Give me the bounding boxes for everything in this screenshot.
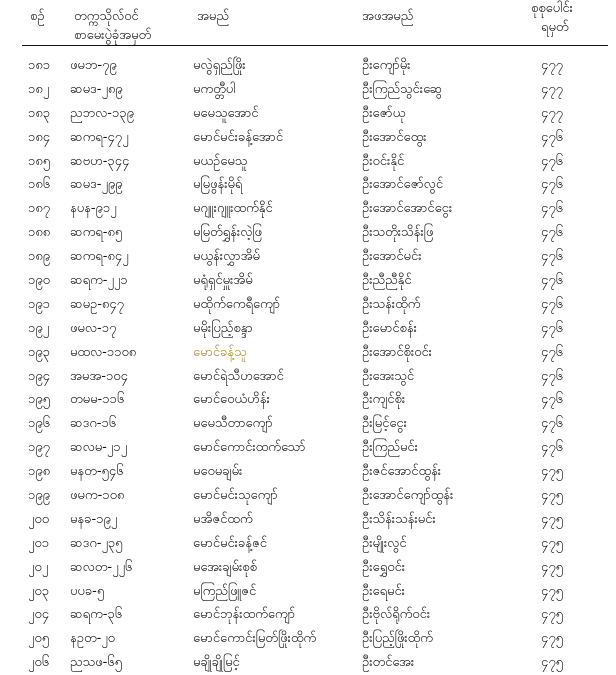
table-row	[0, 388, 616, 412]
row-reg: ဆဗဟ-၃၄၄	[70, 153, 130, 169]
row-name: မောင်ရဲသီဟအောင်	[193, 368, 284, 384]
table-row	[0, 460, 616, 484]
table-row	[0, 126, 616, 150]
row-no: ၂၀၅	[28, 631, 50, 647]
table-row	[0, 580, 616, 604]
row-name: မမေသူအောင်	[193, 105, 259, 121]
table-row	[0, 173, 616, 197]
table-row	[0, 532, 616, 556]
row-reg: ညသဖ-၆၅	[70, 655, 122, 671]
table-row	[0, 221, 616, 245]
row-reg: ဆမဥ-၈၄၇	[70, 296, 124, 312]
row-father: ဦးအေးသွင်	[362, 368, 415, 384]
row-reg: ဆလတ-၂၂၆	[70, 559, 133, 575]
row-no: ၂၀၀	[28, 511, 50, 527]
header-father: အဖအမည်	[362, 9, 414, 24]
row-name: မထိုက်ကေရီကျော်	[193, 296, 281, 312]
table-row	[0, 341, 616, 365]
row-name: မမိုးပြည့်စန္ဒာ	[193, 320, 253, 336]
row-marks: ၄၇၆	[541, 177, 563, 193]
row-father: ဦးဇော်ယု	[362, 105, 406, 121]
header-name: အမည်	[197, 9, 229, 24]
row-father: ဦးအောင်ဇော်လွင်	[362, 177, 444, 193]
table-row	[0, 365, 616, 389]
row-no: ၁၉၉	[28, 488, 50, 504]
row-name: မောင်ဘုန်းထက်ကျော်	[193, 607, 296, 623]
header-reg-line2: စာမေးပွဲခုံအမှတ်	[74, 28, 152, 43]
row-father: ဦးမျိုးလွင်	[362, 535, 407, 551]
row-reg: ဆမဒ-၂၉၉	[70, 177, 123, 193]
row-father: ဦးဗိုလ်ရိုက်ဝင်း	[362, 607, 431, 623]
row-name: မောင်ခန့်သူ	[193, 344, 247, 360]
row-reg: ဖမဘ-၇၉	[70, 58, 117, 73]
table-row	[0, 78, 616, 102]
row-reg: ညဘလ-၁၃၉	[70, 105, 134, 121]
row-reg: အမအ-၁၀၄	[70, 368, 128, 384]
row-marks: ၄၇၅	[541, 559, 563, 575]
row-father: ဦးအောင်ကျော်ထွန်း	[362, 488, 454, 504]
row-no: ၁၉၅	[28, 392, 50, 408]
row-no: ၁၉၄	[28, 368, 50, 384]
row-no: ၂၀၃	[28, 583, 50, 599]
row-father: ဦးမောင်စန်း	[362, 320, 417, 336]
table-row	[0, 102, 616, 126]
table-row	[0, 508, 616, 532]
row-marks: ၄၇၆	[541, 368, 563, 384]
row-no: ၁၉၃	[28, 344, 50, 360]
table-row	[0, 245, 616, 269]
row-marks: ၄၇၆	[541, 296, 563, 312]
table-row	[0, 412, 616, 436]
row-name: မမြတ်ရွှန်းလဲ့ဖြ	[193, 225, 262, 241]
row-father: ဦးကြည်သွင်းဆွေ	[362, 81, 443, 97]
row-father: ဦးအောင်မင်း	[362, 249, 422, 265]
row-no: ၂၀၆	[28, 655, 50, 671]
row-father: ဦးအောင်ထွေး	[362, 129, 427, 145]
row-father: ဦးဝင်းနိုင်	[362, 153, 405, 169]
row-no: ၂၀၁	[28, 535, 50, 551]
row-father: ဦးအောင်အောင်ငွေး	[362, 201, 453, 217]
table-row	[0, 603, 616, 627]
row-name: မလွဲရှည်ဖြိုး	[193, 58, 246, 73]
row-no: ၁၉၆	[28, 416, 50, 432]
row-reg: ဆကရ-၄၇၂	[70, 129, 129, 145]
row-marks: ၄၇၆	[541, 344, 563, 360]
row-reg: မနတ-၅၄၆	[70, 464, 124, 480]
row-marks: ၄၇၆	[541, 273, 563, 289]
row-name: မအေးချမ်းစုစ်	[193, 559, 257, 575]
row-name: မောင်မင်းသုကျော်	[193, 488, 278, 504]
row-no: ၁၉၀	[28, 273, 50, 289]
row-reg: ဆဒဂ-၂၃၅	[70, 535, 123, 551]
row-marks: ၄၇၆	[541, 153, 563, 169]
row-name: မဂျူးဂျူးထက်နိုင်	[193, 201, 273, 217]
row-name: မဝေမချမ်း	[193, 464, 243, 480]
header-marks-line1: စုစုပေါင်း	[531, 1, 573, 16]
row-name: မောင်ကောင်းထက်သော်	[193, 440, 306, 456]
row-marks: ၄၇၆	[541, 225, 563, 241]
table-row	[0, 269, 616, 293]
row-marks: ၄၇၇	[541, 105, 563, 121]
row-name: မရုံရှင်မှူးအိမ်	[193, 273, 253, 289]
row-name: မမေသီတာကျော်	[193, 416, 273, 432]
row-no: ၂၀၄	[28, 607, 50, 623]
row-marks: ၄၇၆	[541, 320, 563, 336]
table-row	[0, 293, 616, 317]
header-no: စဉ်	[30, 9, 45, 24]
row-marks: ၄၇၆	[541, 392, 563, 408]
header-marks-line2: ရမှတ်	[541, 20, 569, 35]
row-father: ဦးတင်အေး	[362, 655, 415, 671]
row-marks: ၄၇၆	[541, 416, 563, 432]
row-name: မချိုချိုမြင့်	[193, 655, 240, 671]
row-name: မမြဖွန်းမိုရ်	[193, 177, 243, 193]
row-no: ၁၈၇	[28, 201, 51, 217]
row-father: ဦးသတိုးသိန်းဖြ	[362, 225, 434, 241]
row-name: မယဉ်မေသူ	[193, 153, 248, 169]
row-reg: ဆဒဂ-၁၆	[70, 416, 117, 432]
row-marks: ၄၇၇	[541, 81, 563, 97]
row-marks: ၄၇၆	[541, 440, 563, 456]
row-father: ဦးအောင်စိုးဝင်း	[362, 344, 432, 360]
row-reg: တမမ-၁၁၆	[70, 392, 125, 408]
table-row	[0, 197, 616, 221]
row-marks: ၄၇၅	[541, 655, 563, 671]
row-marks: ၄၇၆	[541, 201, 563, 217]
row-reg: နဥတ-၂၀	[70, 631, 115, 647]
row-marks: ၄၇၇	[541, 58, 563, 73]
row-name: မောင်မင်းခန့်ဇင်	[193, 535, 267, 551]
row-no: ၁၉၁	[28, 296, 50, 312]
row-marks: ၄၇၆	[541, 249, 563, 265]
header-rule	[22, 45, 608, 46]
row-marks: ၄၇၅	[541, 607, 563, 623]
row-marks: ၄၇၅	[541, 631, 563, 647]
row-marks: ၄၇၅	[541, 511, 563, 527]
row-reg: ဆကရ-၈၄၂	[70, 249, 129, 265]
row-no: ၁၈၅	[28, 153, 51, 169]
row-name: မအိဇင်ထက်	[193, 511, 253, 527]
table-row	[0, 436, 616, 460]
row-father: ဦးရွှေဝင်း	[362, 559, 406, 575]
table-body	[0, 54, 616, 675]
row-no: ၁၈၄	[28, 129, 51, 145]
table-row	[0, 556, 616, 580]
row-name: မကတ္တီပါ	[193, 81, 236, 97]
row-reg: ဆလမ-၂၁၂	[70, 440, 127, 456]
row-father: ဦးကျင်စိုး	[362, 392, 406, 408]
row-reg: နပန-၉၁၂	[70, 201, 117, 217]
row-no: ၁၈၆	[28, 177, 51, 193]
row-marks: ၄၇၅	[541, 464, 563, 480]
row-no: ၂၀၂	[28, 559, 49, 575]
row-reg: ဆရက-၃၆	[70, 607, 123, 623]
table-row	[0, 150, 616, 174]
row-marks: ၄၇၅	[541, 583, 563, 599]
row-no: ၁၈၉	[28, 249, 51, 265]
row-father: ဦးသိန်းသန်းမင်း	[362, 511, 436, 527]
row-marks: ၄၇၆	[541, 129, 563, 145]
table-row	[0, 627, 616, 651]
row-father: ဦးကြည်မင်း	[362, 440, 418, 456]
row-no: ၁၈၁	[28, 58, 51, 73]
row-reg: မထလ-၁၁၀၈	[70, 344, 137, 360]
table-row	[0, 651, 616, 675]
row-name: မောင်မင်းခန့်အောင်	[193, 129, 284, 145]
row-name: မယွန်းလွှာအိမ်	[193, 249, 260, 265]
row-no: ၁၈၈	[28, 225, 51, 241]
row-father: ဦးဇင်အောင်ထွန်း	[362, 464, 442, 480]
row-reg: ဆကရ-၈၅	[70, 225, 123, 241]
row-father: ဦးသန်းထိုက်	[362, 296, 421, 312]
table-row	[0, 54, 616, 78]
row-marks: ၄၇၅	[541, 488, 563, 504]
row-no: ၁၈၂	[28, 81, 50, 97]
row-name: မောင်ကောင်းမြတ်ဖြိုးထိုက်	[193, 631, 317, 647]
row-father: ဦးပြည့်ဖြိုးထိုက်	[362, 631, 433, 647]
row-marks: ၄၇၅	[541, 535, 563, 551]
row-no: ၁၉၂	[28, 320, 50, 336]
row-no: ၁၉၇	[28, 440, 50, 456]
row-name: မောင်ဝေယံဟိန်း	[193, 392, 270, 408]
row-reg: ဖမလ-၁၇	[70, 320, 117, 336]
row-reg: ပပခ-၅	[70, 583, 105, 599]
table-row	[0, 317, 616, 341]
row-name: မကြည်ဖြူဇင်	[193, 583, 257, 599]
row-reg: ဖမက-၁၀၈	[70, 488, 125, 504]
row-father: ဦးညီညီနိုင်	[362, 273, 412, 289]
row-father: ဦးရေမင်း	[362, 583, 405, 599]
row-reg: ဆရက-၂၂၁	[70, 273, 128, 289]
table-row	[0, 484, 616, 508]
row-no: ၁၈၃	[28, 105, 51, 121]
row-father: ဦးကျော်မိုး	[362, 58, 411, 73]
row-father: ဦးမြင့်ငွေး	[362, 416, 407, 432]
row-reg: ဆမဒ-၂၈၉	[70, 81, 123, 97]
header-reg-line1: တက္ကသိုလ်ဝင်	[74, 9, 139, 24]
row-no: ၁၉၈	[28, 464, 51, 480]
row-reg: မနခ-၁၉၂	[70, 511, 118, 527]
